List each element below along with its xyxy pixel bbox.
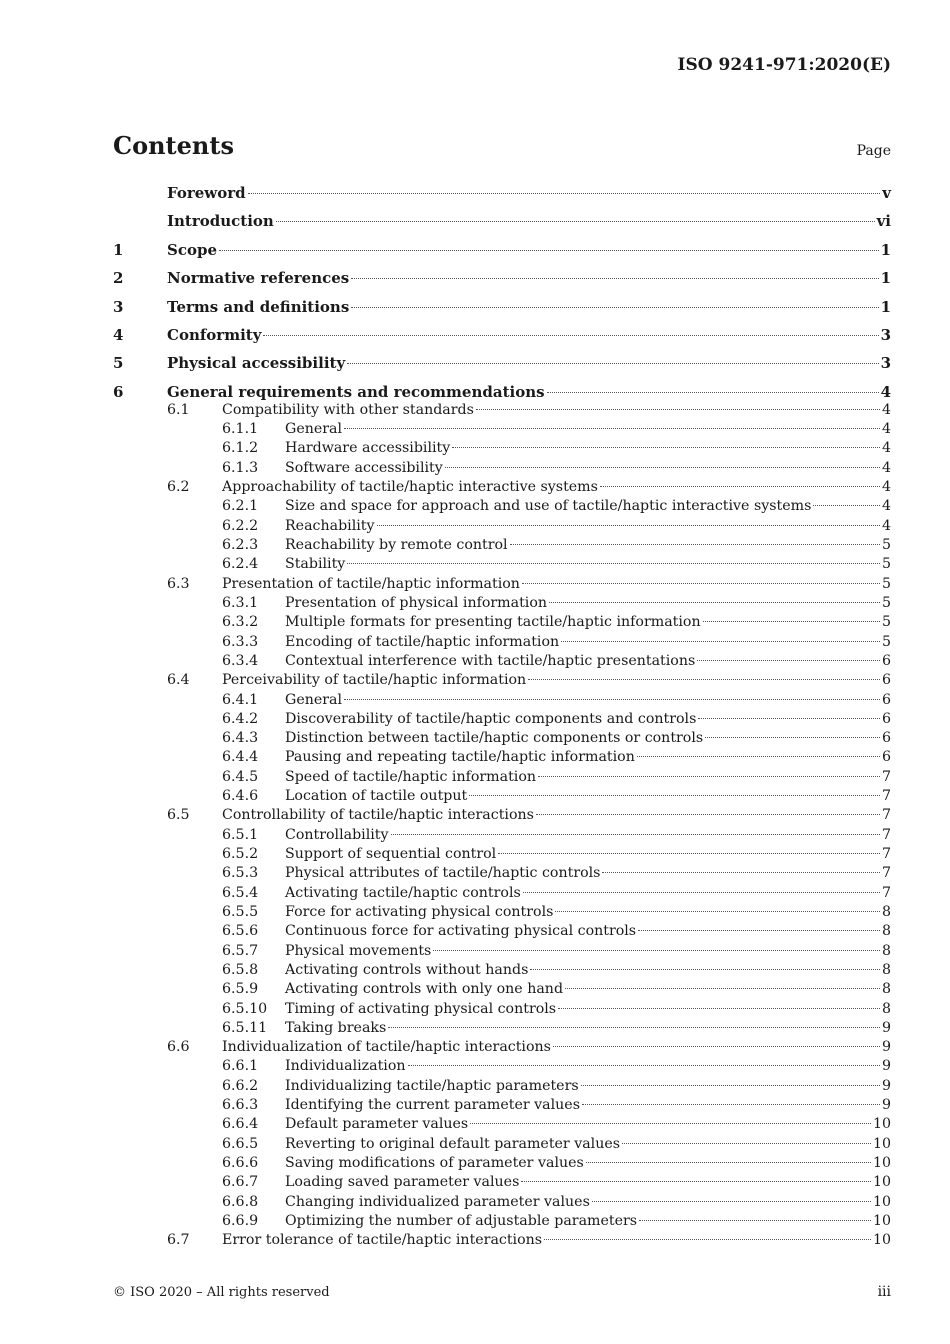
toc-entry-title: Controllability [285, 827, 389, 843]
toc-entry-page: 10 [872, 1194, 891, 1210]
toc-entry-title: Physical attributes of tactile/haptic controls [285, 865, 601, 881]
dot-leader [445, 467, 880, 468]
toc-entry-number: 6.5.7 [222, 943, 259, 959]
toc-entry-title: Scope [167, 241, 218, 259]
toc-entry-number: 6.6.8 [222, 1194, 259, 1210]
toc-entry-number: 6.3.2 [222, 614, 259, 630]
toc-entry[interactable] [113, 788, 891, 804]
toc-entry-number: 6.4 [167, 672, 190, 688]
toc-entry[interactable] [113, 1194, 891, 1210]
dot-leader [637, 756, 880, 757]
dot-leader [544, 1239, 871, 1240]
toc-entry-page: 8 [881, 962, 891, 978]
dot-leader [344, 428, 880, 429]
dot-leader [565, 988, 880, 989]
dot-leader [344, 699, 880, 700]
toc-entry-number: 6.6.9 [222, 1213, 259, 1229]
toc-entry-page: 5 [881, 556, 891, 572]
toc-entry-page: 4 [881, 518, 891, 534]
toc-entry-number: 6.1 [167, 402, 190, 418]
toc-entry[interactable] [113, 672, 891, 688]
dot-leader [433, 950, 880, 951]
toc-entry-number: 6.2.3 [222, 537, 259, 553]
toc-entry-title: Activating controls with only one hand [285, 981, 564, 997]
dot-leader [351, 307, 878, 308]
toc-entry-title: Reachability by remote control [285, 537, 508, 553]
toc-entry-number: 6.1.3 [222, 460, 259, 476]
toc-entry-number: 6.5.5 [222, 904, 259, 920]
dot-leader [638, 930, 880, 931]
dot-leader [561, 641, 880, 642]
toc-entry-number: 6.4.4 [222, 749, 259, 765]
toc-entry-page: 7 [881, 865, 891, 881]
toc-entry-number: 6.6.6 [222, 1155, 259, 1171]
toc-entry-title: Physical movements [285, 943, 432, 959]
toc-entry-title: Multiple formats for presenting tactile/haptic information [285, 614, 701, 630]
dot-leader [510, 544, 880, 545]
toc-entry-number: 6.2.4 [222, 556, 259, 572]
toc-entry-title: General requirements and recommendations [167, 383, 545, 401]
toc-entry-number: 6.6.5 [222, 1136, 259, 1152]
toc-entry-title: Distinction between tactile/haptic components or controls [285, 730, 704, 746]
toc-entry-title: Timing of activating physical controls [285, 1001, 557, 1017]
toc-entry[interactable] [113, 537, 891, 553]
toc-entry-number: 6.4.1 [222, 692, 259, 708]
toc-entry[interactable] [113, 614, 891, 630]
toc-entry-title: Optimizing the number of adjustable parameters [285, 1213, 638, 1229]
toc-entry[interactable] [113, 943, 891, 959]
toc-entry-page: 3 [880, 326, 891, 344]
toc-entry[interactable] [113, 1020, 891, 1036]
toc-entry-page: 4 [881, 402, 891, 418]
toc-entry-page: 10 [872, 1174, 891, 1190]
toc-entry-title: Discoverability of tactile/haptic components and controls [285, 711, 697, 727]
toc-entry[interactable] [113, 1136, 891, 1152]
dot-leader [558, 1008, 880, 1009]
toc-entry-page: 6 [881, 730, 891, 746]
dot-leader [698, 718, 880, 719]
toc-entry-title: Perceivability of tactile/haptic information [222, 672, 527, 688]
toc-entry-title: Default parameter values [285, 1116, 469, 1132]
toc-entry-page: 9 [881, 1078, 891, 1094]
toc-entry-number: 6.5.10 [222, 1001, 268, 1017]
toc-entry[interactable] [113, 865, 891, 881]
toc-entry-page: 7 [881, 885, 891, 901]
toc-entry-title: Location of tactile output [285, 788, 468, 804]
toc-entry-page: 8 [881, 923, 891, 939]
toc-entry-title: Saving modifications of parameter values [285, 1155, 584, 1171]
toc-entry-page: 4 [881, 498, 891, 514]
toc-entry-title: Individualizing tactile/haptic parameters [285, 1078, 579, 1094]
toc-entry[interactable] [113, 1078, 891, 1094]
toc-entry-title: Individualization of tactile/haptic interactions [222, 1039, 551, 1055]
toc-entry-number: 1 [113, 241, 124, 259]
toc-entry-page: 8 [881, 981, 891, 997]
toc-entry[interactable] [113, 807, 891, 823]
dot-leader [555, 911, 880, 912]
toc-entry-number: 5 [113, 354, 124, 372]
toc-entry-number: 6.6.3 [222, 1097, 259, 1113]
toc-entry-title: Compatibility with other standards [222, 402, 474, 418]
toc-entry-page: 7 [881, 769, 891, 785]
toc-entry-title: Loading saved parameter values [285, 1174, 520, 1190]
toc-entry-title: Physical accessibility [167, 354, 346, 372]
dot-leader [351, 278, 878, 279]
toc-entry-number: 6.2.2 [222, 518, 259, 534]
toc-entry-page: 9 [881, 1020, 891, 1036]
dot-leader [452, 447, 880, 448]
toc-entry-page: 1 [880, 298, 891, 316]
toc-entry-number: 6.4.6 [222, 788, 259, 804]
dot-leader [813, 505, 880, 506]
toc-entry[interactable] [113, 298, 891, 316]
toc-entry[interactable] [113, 498, 891, 514]
toc-entry-number: 6.5.11 [222, 1020, 268, 1036]
toc-entry-page: 5 [881, 614, 891, 630]
dot-leader [347, 363, 878, 364]
toc-entry[interactable] [113, 326, 891, 344]
toc-entry[interactable] [113, 440, 891, 456]
toc-entry-number: 6.5.9 [222, 981, 259, 997]
toc-entry-title: Activating tactile/haptic controls [285, 885, 521, 901]
dot-leader [521, 1181, 871, 1182]
document-id: ISO 9241-971:2020(E) [677, 55, 891, 75]
toc-entry-title: Software accessibility [285, 460, 443, 476]
toc-entry-title: Activating controls without hands [285, 962, 529, 978]
toc-entry[interactable] [113, 1155, 891, 1171]
toc-entry[interactable] [113, 634, 891, 650]
toc-entry-number: 6 [113, 383, 124, 401]
toc-entry[interactable] [113, 383, 891, 401]
dot-leader [408, 1065, 880, 1066]
dot-leader [263, 335, 878, 336]
toc-entry-number: 6.6.4 [222, 1116, 259, 1132]
dot-leader [547, 392, 879, 393]
toc-entry-number: 6.1.2 [222, 440, 259, 456]
toc-entry-number: 6.5.8 [222, 962, 259, 978]
toc-entry-page: v [882, 184, 891, 202]
toc-entry-title: Pausing and repeating tactile/haptic information [285, 749, 635, 765]
toc-entry-number: 6.3.1 [222, 595, 259, 611]
toc-entry[interactable] [113, 1116, 891, 1132]
toc-entry-page: 10 [872, 1213, 891, 1229]
toc-entry-number: 4 [113, 326, 124, 344]
toc-entry-title: Conformity [167, 326, 262, 344]
dot-leader [476, 409, 880, 410]
toc-entry-title: Taking breaks [285, 1020, 387, 1036]
toc-entry[interactable] [113, 749, 891, 765]
dot-leader [536, 814, 880, 815]
dot-leader [622, 1143, 871, 1144]
toc-entry[interactable] [113, 595, 891, 611]
toc-entry[interactable] [113, 769, 891, 785]
toc-entry[interactable] [113, 730, 891, 746]
dot-leader [523, 892, 880, 893]
dot-leader [592, 1201, 871, 1202]
dot-leader [602, 872, 880, 873]
toc-entry-page: 4 [880, 383, 891, 401]
toc-entry-page: 3 [880, 354, 891, 372]
toc-entry[interactable] [113, 653, 891, 669]
dot-leader [586, 1162, 871, 1163]
dot-leader [538, 776, 880, 777]
toc-entry-page: 10 [872, 1116, 891, 1132]
toc-entry[interactable] [113, 556, 891, 572]
toc-entry-title: Support of sequential control [285, 846, 497, 862]
toc-entry-title: Introduction [167, 212, 274, 230]
toc-entry[interactable] [113, 518, 891, 534]
toc-entry-page: 1 [880, 269, 891, 287]
toc-entry[interactable] [113, 354, 891, 372]
toc-entry-page: 5 [881, 537, 891, 553]
toc-entry-page: 9 [881, 1039, 891, 1055]
toc-entry-number: 6.6.2 [222, 1078, 259, 1094]
toc-entry[interactable] [113, 962, 891, 978]
toc-entry-page: 5 [881, 634, 891, 650]
dot-leader [388, 1027, 880, 1028]
toc-entry[interactable] [113, 1174, 891, 1190]
footer-page-number: iii [877, 1284, 891, 1300]
dot-leader [600, 486, 880, 487]
toc-entry[interactable] [113, 923, 891, 939]
toc-entry-number: 6.1.1 [222, 421, 259, 437]
toc-entry-number: 6.4.2 [222, 711, 259, 727]
toc-entry[interactable] [113, 184, 891, 202]
contents-title: Contents [113, 131, 234, 160]
toc-entry-number: 6.5.2 [222, 846, 259, 862]
toc-entry-page: 7 [881, 788, 891, 804]
toc-entry-number: 6.5 [167, 807, 190, 823]
toc-entry-title: Contextual interference with tactile/haptic presentations [285, 653, 696, 669]
toc-entry-title: Changing individualized parameter values [285, 1194, 590, 1210]
toc-entry-number: 6.5.3 [222, 865, 259, 881]
toc-entry-number: 6.5.6 [222, 923, 259, 939]
toc-entry[interactable] [113, 421, 891, 437]
toc-entry-page: 4 [881, 440, 891, 456]
toc-entry[interactable] [113, 241, 891, 259]
toc-entry-title: Stability [285, 556, 346, 572]
toc-entry-page: 7 [881, 827, 891, 843]
toc-entry-title: Controllability of tactile/haptic interactions [222, 807, 534, 823]
toc-entry-title: Force for activating physical controls [285, 904, 554, 920]
toc-entry-title: Presentation of tactile/haptic information [222, 576, 520, 592]
toc-entry-page: 8 [881, 904, 891, 920]
toc-entry-title: Encoding of tactile/haptic information [285, 634, 560, 650]
toc-entry-page: 6 [881, 749, 891, 765]
toc-entry-title: General [285, 692, 343, 708]
dot-leader [528, 679, 880, 680]
toc-entry-title: Hardware accessibility [285, 440, 451, 456]
toc-entry[interactable] [113, 1232, 891, 1248]
toc-entry[interactable] [113, 846, 891, 862]
toc-entry-page: 4 [881, 479, 891, 495]
toc-entry[interactable] [113, 711, 891, 727]
toc-entry-page: 4 [881, 460, 891, 476]
toc-entry-page: 8 [881, 1001, 891, 1017]
dot-leader [705, 737, 880, 738]
toc-entry-page: 7 [881, 846, 891, 862]
dot-leader [703, 621, 880, 622]
toc-entry-page: 5 [881, 576, 891, 592]
toc-entry-title: Normative references [167, 269, 350, 287]
dot-leader [530, 969, 880, 970]
toc-entry[interactable] [113, 981, 891, 997]
dot-leader [391, 834, 880, 835]
toc-entry-number: 6.7 [167, 1232, 190, 1248]
toc-entry-page: 4 [881, 421, 891, 437]
dot-leader [639, 1220, 871, 1221]
toc-entry[interactable] [113, 904, 891, 920]
dot-leader [498, 853, 880, 854]
toc-entry-title: Speed of tactile/haptic information [285, 769, 536, 785]
toc-entry-number: 6.2.1 [222, 498, 259, 514]
toc-entry[interactable] [113, 269, 891, 287]
dot-leader [549, 602, 880, 603]
toc-entry-page: 6 [881, 672, 891, 688]
toc-entry[interactable] [113, 576, 891, 592]
toc-entry-page: 5 [881, 595, 891, 611]
toc-entry-title: General [285, 421, 343, 437]
dot-leader [276, 221, 875, 222]
toc-entry-title: Identifying the current parameter values [285, 1097, 580, 1113]
toc-entry-number: 6.6.1 [222, 1058, 259, 1074]
dot-leader [522, 583, 880, 584]
dot-leader [470, 1123, 871, 1124]
toc-entry[interactable] [113, 402, 891, 418]
toc-entry-number: 6.5.4 [222, 885, 259, 901]
dot-leader [377, 525, 880, 526]
toc-entry-number: 3 [113, 298, 124, 316]
toc-entry[interactable] [113, 692, 891, 708]
toc-entry-number: 6.3.4 [222, 653, 259, 669]
dot-leader [347, 563, 880, 564]
toc-entry[interactable] [113, 479, 891, 495]
toc-entry[interactable] [113, 1001, 891, 1017]
toc-entry-page: 9 [881, 1058, 891, 1074]
toc-entry-number: 6.6 [167, 1039, 190, 1055]
dot-leader [219, 250, 879, 251]
toc-entry[interactable] [113, 885, 891, 901]
toc-entry-number: 6.2 [167, 479, 190, 495]
dot-leader [582, 1104, 880, 1105]
toc-entry-page: vi [876, 212, 891, 230]
toc-entry-title: Continuous force for activating physical controls [285, 923, 637, 939]
dot-leader [469, 795, 880, 796]
toc-entry-page: 7 [881, 807, 891, 823]
toc-entry-number: 6.6.7 [222, 1174, 259, 1190]
toc-entry[interactable] [113, 1058, 891, 1074]
toc-entry-title: Approachability of tactile/haptic interactive systems [222, 479, 598, 495]
toc-entry-page: 1 [880, 241, 891, 259]
dot-leader [248, 193, 881, 194]
toc-entry-title: Error tolerance of tactile/haptic interactions [222, 1232, 543, 1248]
toc-entry-number: 6.3 [167, 576, 190, 592]
toc-entry-page: 9 [881, 1097, 891, 1113]
toc-entry-number: 2 [113, 269, 124, 287]
toc-entry-number: 6.5.1 [222, 827, 259, 843]
toc-entry-page: 10 [872, 1155, 891, 1171]
toc-entry[interactable] [113, 1039, 891, 1055]
dot-leader [581, 1085, 880, 1086]
page-column-label: Page [856, 143, 891, 159]
toc-entry-page: 6 [881, 692, 891, 708]
toc-entry[interactable] [113, 460, 891, 476]
toc-entry-page: 6 [881, 653, 891, 669]
toc-entry-title: Presentation of physical information [285, 595, 548, 611]
toc-entry[interactable] [113, 1213, 891, 1229]
toc-entry-number: 6.4.3 [222, 730, 259, 746]
toc-entry-title: Foreword [167, 184, 246, 202]
toc-entry-number: 6.3.3 [222, 634, 259, 650]
toc-entry-number: 6.4.5 [222, 769, 259, 785]
toc-entry-title: Reverting to original default parameter values [285, 1136, 621, 1152]
toc-entry-page: 10 [872, 1232, 891, 1248]
dot-leader [697, 660, 880, 661]
toc-entry-title: Individualization [285, 1058, 406, 1074]
footer-copyright: © ISO 2020 – All rights reserved [113, 1285, 330, 1300]
dot-leader [553, 1046, 880, 1047]
toc-entry[interactable] [113, 827, 891, 843]
toc-entry[interactable] [113, 1097, 891, 1113]
toc-entry-title: Size and space for approach and use of tactile/haptic interactive systems [285, 498, 812, 514]
toc-entry-page: 10 [872, 1136, 891, 1152]
toc-entry-page: 6 [881, 711, 891, 727]
toc-entry-title: Reachability [285, 518, 375, 534]
toc-entry-title: Terms and definitions [167, 298, 350, 316]
toc-entry-page: 8 [881, 943, 891, 959]
toc-entry[interactable] [113, 212, 891, 230]
